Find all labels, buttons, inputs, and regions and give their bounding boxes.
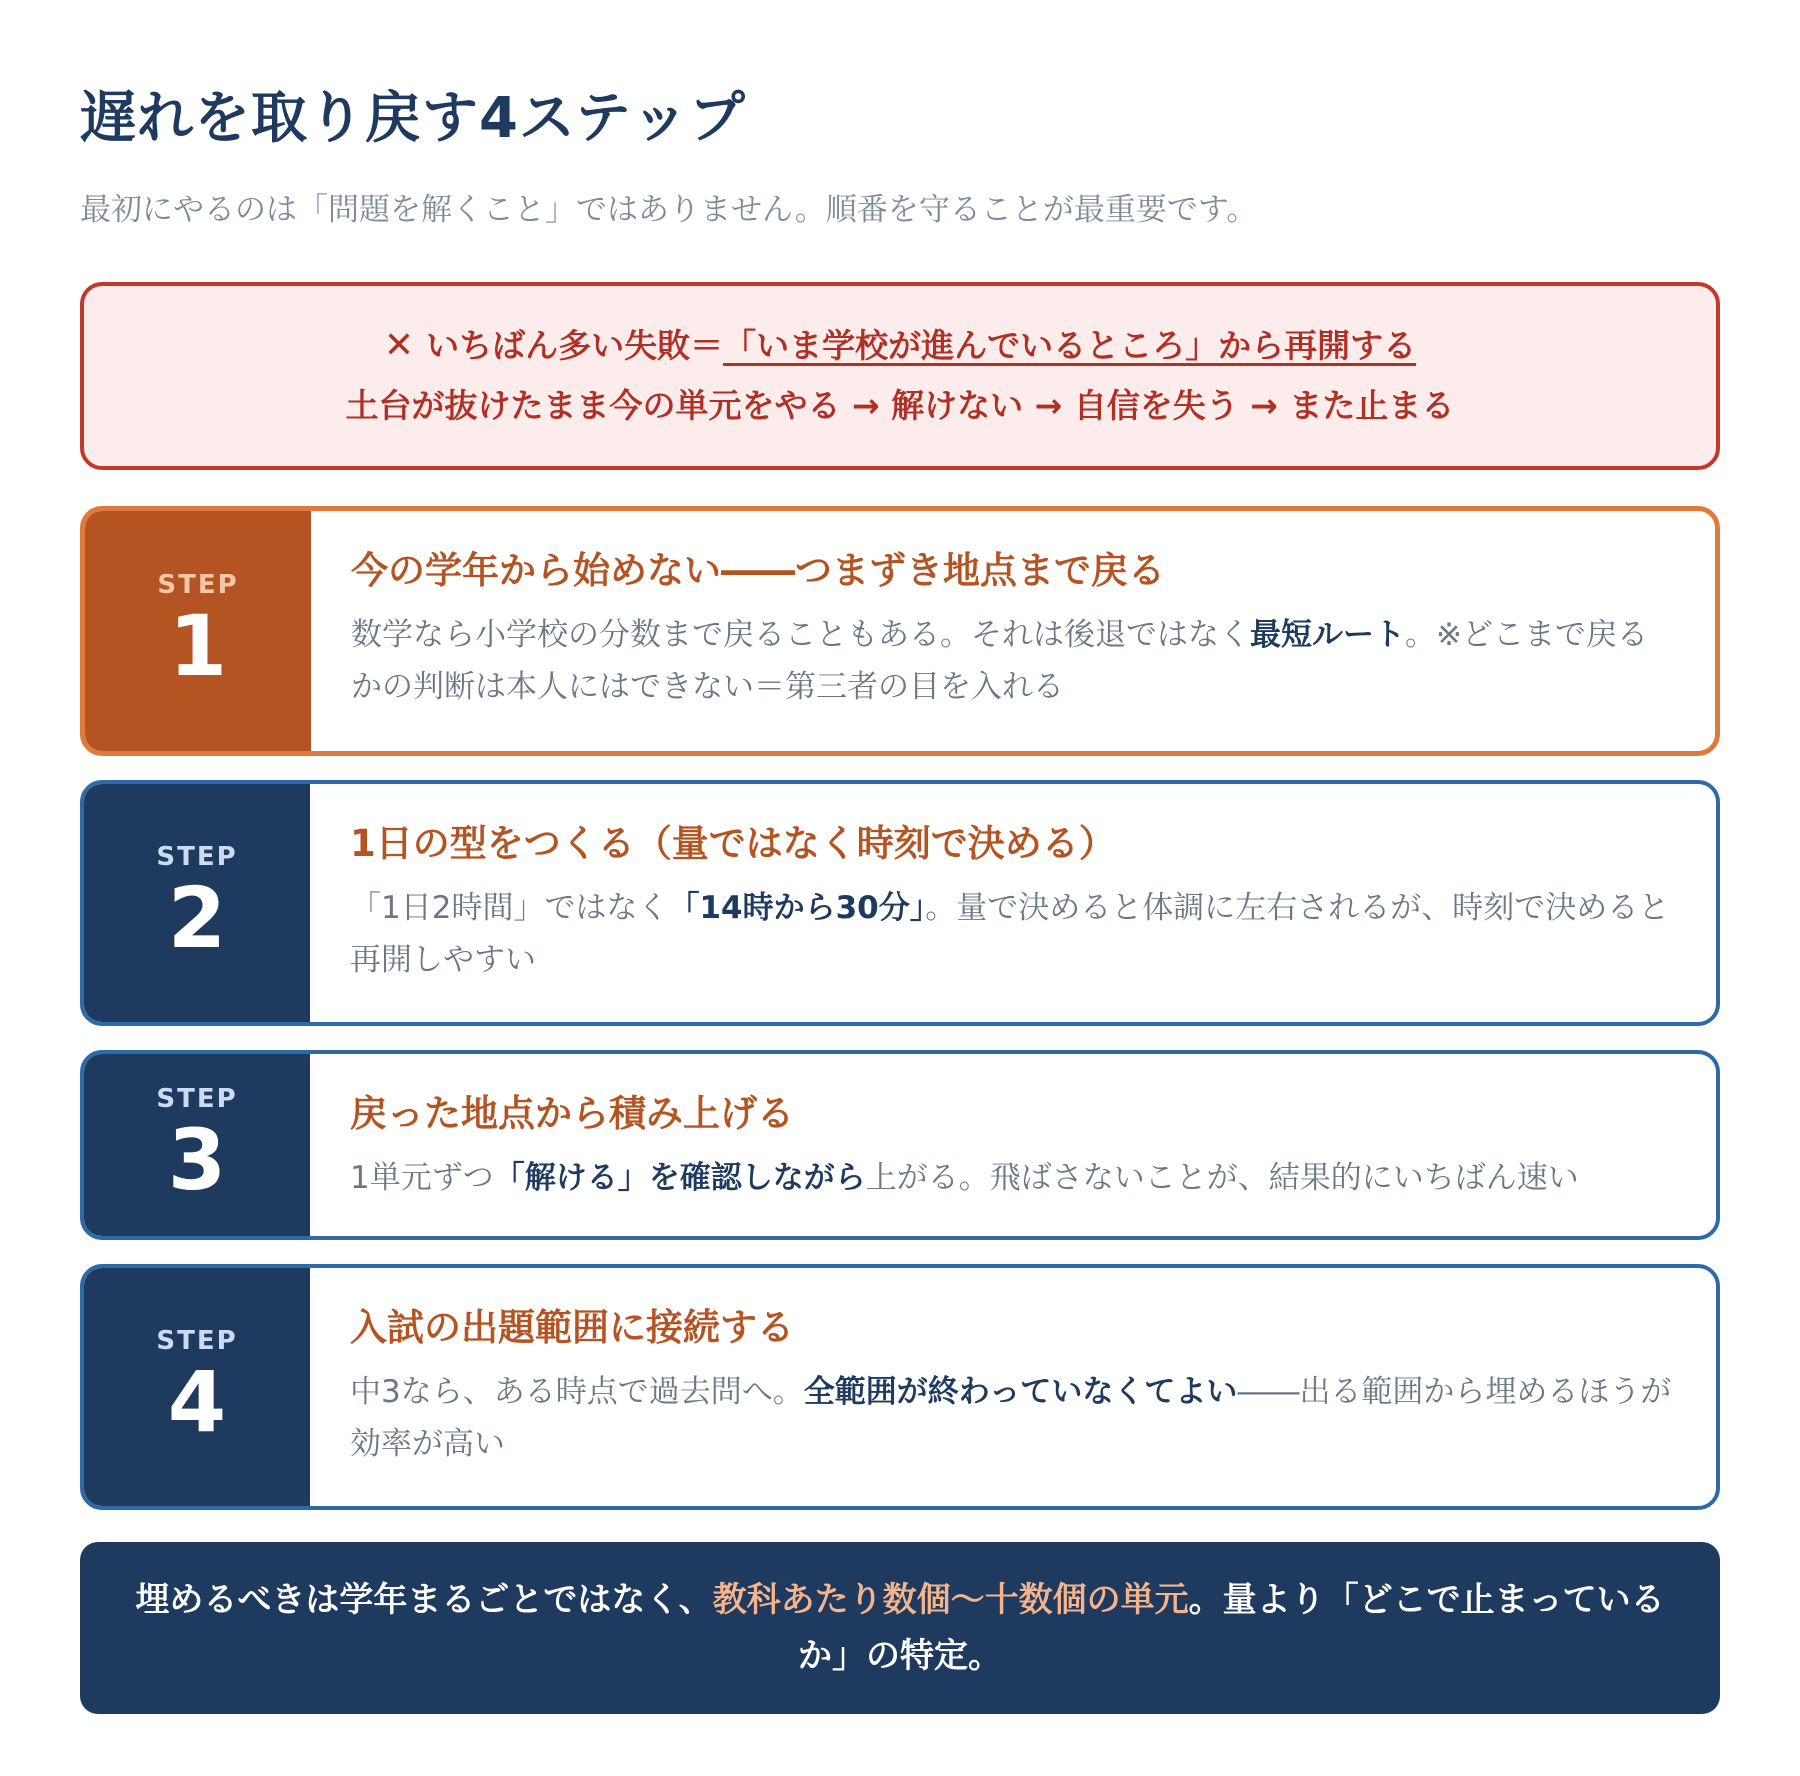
step-body-text: 数学なら小学校の分数まで戻ることもある。それは後退ではなく (351, 617, 1250, 653)
step-card-2 (80, 780, 1720, 1026)
step-label: STEP (156, 1326, 238, 1356)
step-label: STEP (156, 842, 238, 872)
step-label: STEP (157, 570, 239, 600)
summary-text (120, 1572, 1680, 1684)
step-badge-1 (85, 511, 311, 751)
warning-prefix: いちばん多い失敗＝ (426, 326, 724, 365)
step-body-text: ――出る範囲から埋めるほうが効率が高い (350, 1374, 1672, 1462)
step-content-4 (310, 1268, 1716, 1506)
step-body-text: 中3なら、ある時点で過去問へ。 (350, 1374, 804, 1410)
step-body-bold: 全範囲が終わっていなくてよい (803, 1374, 1238, 1410)
step-label: STEP (156, 1084, 238, 1114)
summary-after: 。量より「どこで止まっているか」の特定。 (798, 1580, 1665, 1676)
step-body (351, 609, 1675, 713)
step-body-text: 。量で決めると体調に左右されるが、時刻で決めると再開しやすい (350, 890, 1670, 978)
warning-line-1 (384, 316, 1416, 376)
step-body-text: 「1日2時間」ではなく (350, 890, 669, 926)
x-icon: ✕ (383, 325, 415, 366)
summary-before: 埋めるべきは学年まるごとではなく、 (135, 1580, 713, 1620)
step-content-3 (310, 1054, 1716, 1236)
warning-line-2: 土台が抜けたまま今の単元をやる → 解けない → 自信を失う → また止まる (345, 386, 1455, 425)
warning-underlined: 「いま学校が進んでいるところ」から再開する (723, 326, 1417, 365)
step-body (350, 1152, 1676, 1204)
summary-box (80, 1542, 1720, 1714)
step-card-1 (80, 506, 1720, 756)
step-number: 4 (167, 1353, 227, 1451)
warning-box (80, 282, 1720, 470)
step-heading: 1日の型をつくる（量ではなく時刻で決める） (350, 822, 1116, 865)
step-card-3 (80, 1050, 1720, 1240)
step-body (350, 1366, 1676, 1470)
step-body-bold: 最短ルート (1250, 617, 1405, 653)
step-badge-4 (84, 1268, 310, 1506)
step-card-4 (80, 1264, 1720, 1510)
page-title: 遅れを取り戻す4ステップ (80, 86, 746, 151)
step-body-text: 1単元ずつ (350, 1160, 494, 1196)
step-body-bold: 「解ける」を確認しながら (493, 1160, 866, 1196)
step-number: 3 (167, 1111, 227, 1209)
step-number: 1 (168, 597, 228, 695)
step-body-text: 。※どこまで戻るかの判断は本人にはできない＝第三者の目を入れる (351, 617, 1648, 705)
step-badge-2 (84, 784, 310, 1022)
page-subtitle: 最初にやるのは「問題を解くこと」ではありません。順番を守ることが最重要です。 (80, 192, 1258, 228)
step-number: 2 (167, 869, 227, 967)
step-heading: 戻った地点から積み上げる (350, 1092, 794, 1135)
step-body-bold: 「14時から30分」 (668, 890, 926, 926)
step-content-1 (311, 511, 1715, 751)
summary-highlight: 教科あたり数個〜十数個の単元 (712, 1580, 1189, 1620)
step-body (350, 882, 1676, 986)
step-content-2 (310, 784, 1716, 1022)
step-badge-3 (84, 1054, 310, 1236)
step-heading: 今の学年から始めない――つまずき地点まで戻る (351, 549, 1165, 592)
step-body-text: 上がる。飛ばさないことが、結果的にいちばん速い (865, 1160, 1579, 1196)
step-heading: 入試の出題範囲に接続する (350, 1306, 794, 1349)
